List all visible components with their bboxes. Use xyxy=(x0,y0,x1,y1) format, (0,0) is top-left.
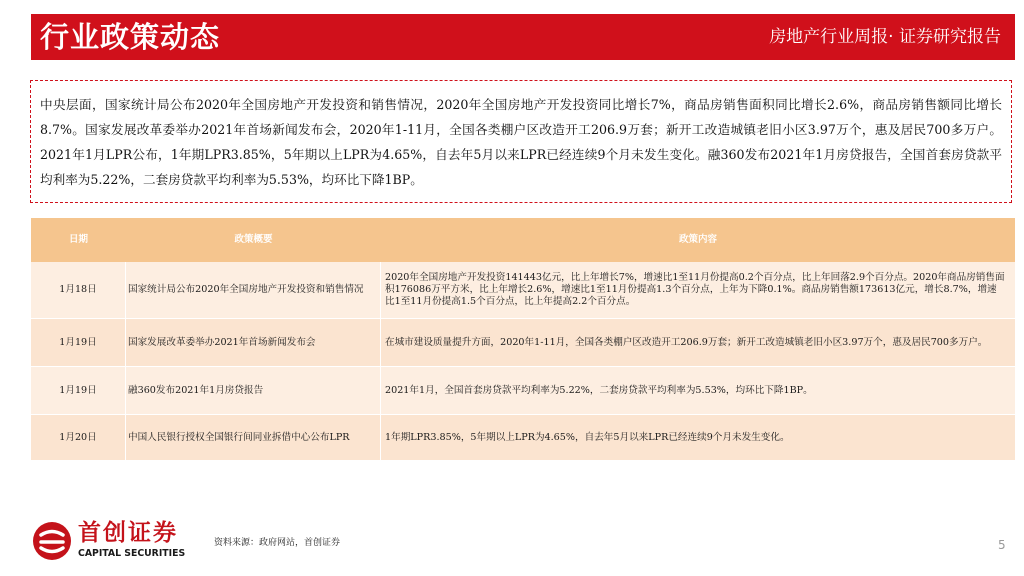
policy-table xyxy=(31,218,1015,460)
table-row xyxy=(31,319,1015,367)
row-content: 在城市建设质量提升方面，2020年1-11月，全国各类棚户区改造开工206.9万套；新开工改造城镇老旧小区3.97万个，惠及居民700多万户。 xyxy=(385,336,988,348)
header-date: 日期 xyxy=(68,234,88,245)
table-row xyxy=(31,415,1015,461)
table-row xyxy=(31,262,1015,319)
table-row xyxy=(31,367,1015,415)
summary-box xyxy=(30,80,1012,203)
row-content: 2021年1月，全国首套房贷款平均利率为5.22%，二套房贷款平均利率为5.53%，均环比下降1BP。 xyxy=(385,384,813,396)
table-header xyxy=(31,218,1015,262)
header-bar xyxy=(31,14,1015,60)
row-content: 2020年全国房地产开发投资141443亿元，比上年增长7%，增速比1至11月份提高0.2个百分点，比上年回落2.9个百分点。2020年商品房销售面积176086万平方米，比上年增长2.6%，增速比1至11月份提高1.3个百分点，上年为下降0.1%。商品房销售额173613亿元，增长8.7%，增速比1至11月份提高1.5个百分点，比上年提高2.2个百分点。 xyxy=(385,272,1005,307)
page-title: 行业政策动态 xyxy=(40,20,221,54)
report-subtitle: 房地产行业周报· 证券研究报告 xyxy=(769,27,1001,47)
row-summary: 融360发布2021年1月房贷报告 xyxy=(126,367,381,414)
row-content: 1年期LPR3.85%，5年期以上LPR为4.65%，自去年5月以来LPR已经连续9个月未发生变化。 xyxy=(385,431,790,443)
summary-text: 中央层面，国家统计局公布2020年全国房地产开发投资和销售情况，2020年全国房地产开发投资同比增长7%，商品房销售面积同比增长2.6%，商品房销售额同比增长8.7%。国家发展改革委举办2021年首场新闻发布会，2020年1-11月，全国各类棚户区改造开工206.9万套；新开工改造城镇老旧小区3.97万个，惠及居民700多万户。2021年1月LPR公布，1年期LPR3.85%，5年期以上LPR为4.65%，自去年5月以来LPR已经连续9个月未发生变化。融360发布2021年1月房贷报告，全国首套房贷款平均利率为5.22%，二套房贷款平均利率为5.53%，均环比下降1BP。 xyxy=(40,97,1002,187)
header-content: 政策内容 xyxy=(678,234,717,245)
company-logo xyxy=(30,519,220,563)
page-number: 5 xyxy=(998,538,1006,552)
row-date: 1月19日 xyxy=(31,367,126,414)
header-summary: 政策概要 xyxy=(234,234,273,245)
row-summary: 国家发展改革委举办2021年首场新闻发布会 xyxy=(126,319,381,366)
logo-english-name: CAPITAL SECURITIES xyxy=(78,548,186,559)
logo-chinese-name: 首创证券 xyxy=(78,520,178,546)
row-date: 1月19日 xyxy=(31,319,126,366)
row-date: 1月18日 xyxy=(31,262,126,318)
row-summary: 中国人民银行授权全国银行间同业拆借中心公布LPR xyxy=(126,415,381,460)
source-note: 资料来源：政府网站，首创证券 xyxy=(214,538,341,548)
row-summary: 国家统计局公布2020年全国房地产开发投资和销售情况 xyxy=(126,262,381,318)
row-date: 1月20日 xyxy=(31,415,126,460)
logo-mark-icon xyxy=(32,521,72,561)
